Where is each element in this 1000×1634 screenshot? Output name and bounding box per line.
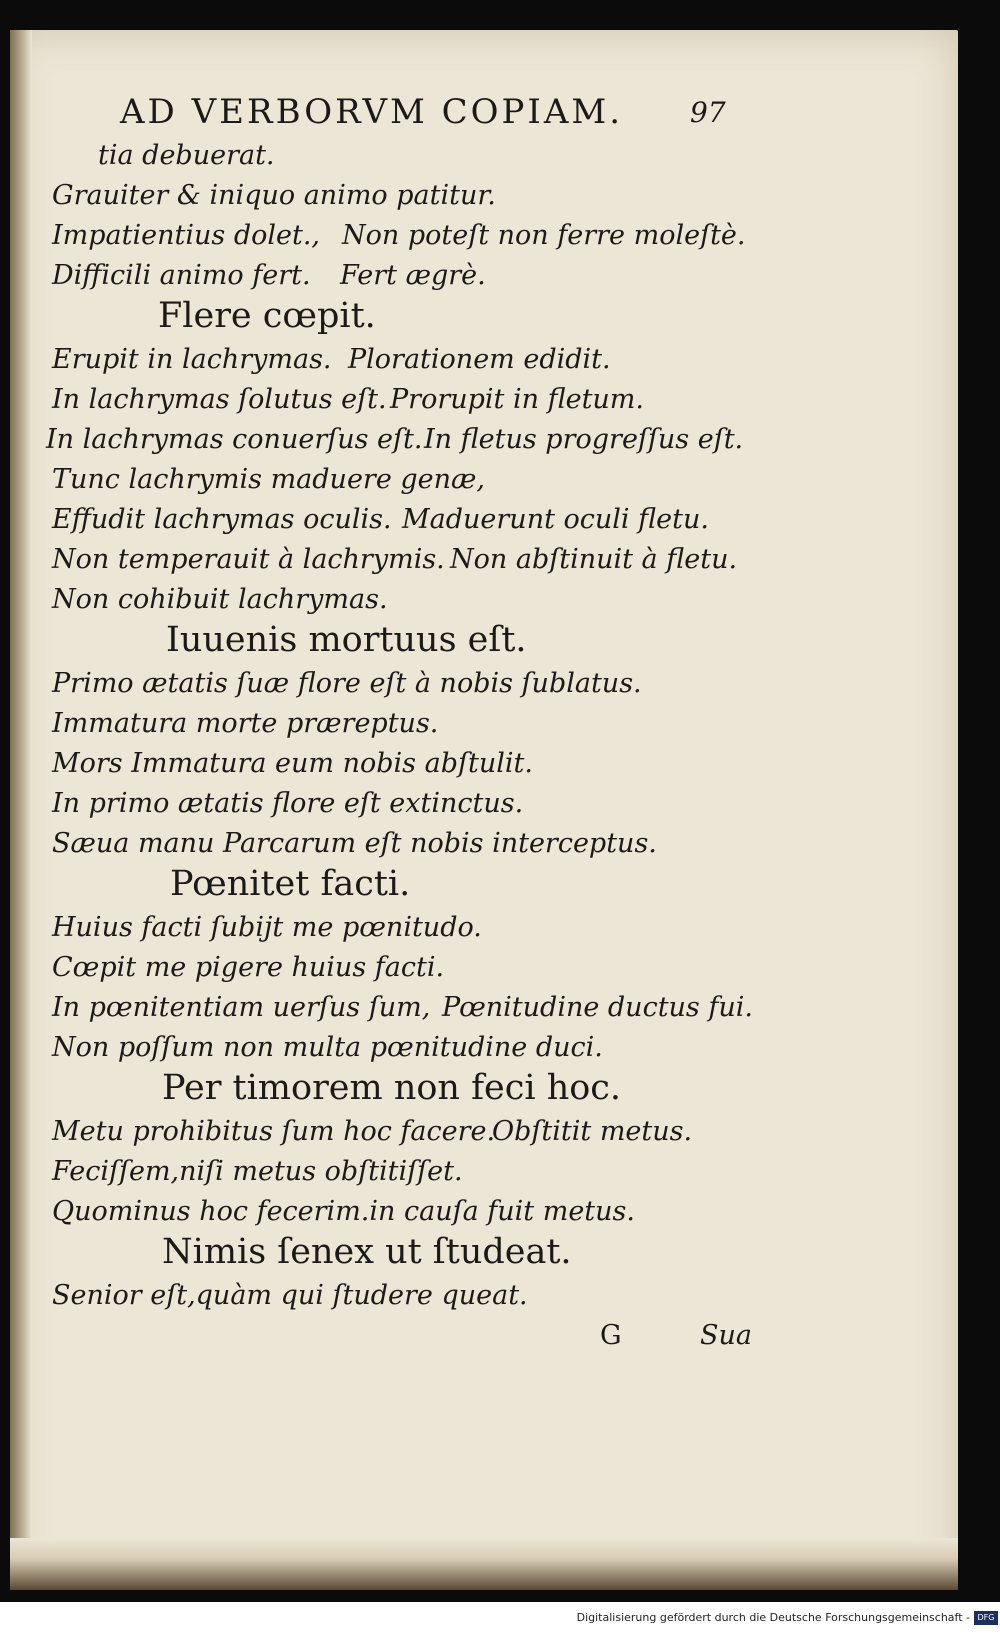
digitization-footer	[0, 1602, 1000, 1634]
text-line: Difficili animo fert.	[52, 260, 311, 291]
text-line: Plorationem edidit.	[348, 344, 611, 375]
section-heading: Flere cœpit.	[158, 296, 376, 336]
text-line: Non poteſt non ferre moleſtè.	[342, 220, 746, 251]
text-line: Fert ægrè.	[340, 260, 486, 291]
text-line: In pœnitentiam uerſus ſum,	[52, 992, 431, 1023]
text-line: tia debuerat.	[98, 140, 275, 171]
catchword: Sua	[700, 1320, 752, 1351]
text-line: Effudit lachrymas oculis.	[52, 504, 392, 535]
text-line: Erupit in lachrymas.	[52, 344, 332, 375]
text-line: Maduerunt oculi fletu.	[402, 504, 709, 535]
text-line: Non cohibuit lachrymas.	[52, 584, 388, 615]
text-line: Pœnitudine ductus fui.	[442, 992, 753, 1023]
text-line: Quominus hoc fecerim.in cauſa fuit metus.	[52, 1196, 635, 1227]
text-line: In lachrymas ſolutus eſt.	[52, 384, 387, 415]
section-heading: Per timorem non feci hoc.	[162, 1068, 622, 1108]
text-line: Sæua manu Parcarum eſt nobis interceptus.	[52, 828, 657, 859]
text-line: Prorupit in fletum.	[390, 384, 644, 415]
text-line: Immatura morte præreptus.	[52, 708, 439, 739]
running-header: AD VERBORVM COPIAM.	[120, 92, 624, 132]
page-bottom-edge	[10, 1538, 958, 1590]
text-line: Non temperauit à lachrymis.	[52, 544, 445, 575]
book-page	[10, 30, 958, 1590]
footer-text: Digitalisierung gefördert durch die Deutsche Forschungsgemeinschaft -	[576, 1611, 970, 1624]
text-line: Senior eſt,quàm qui ſtudere queat.	[52, 1280, 528, 1311]
text-line: Impatientius dolet.,	[52, 220, 320, 251]
section-heading: Iuuenis mortuus eſt.	[166, 620, 527, 660]
text-line: Feciſſem,niſi metus obſtitiſſet.	[52, 1156, 463, 1187]
section-heading: Nimis ſenex ut ſtudeat.	[162, 1232, 572, 1272]
page-number: 97	[690, 96, 726, 129]
text-line: Grauiter & iniquo animo patitur.	[52, 180, 496, 211]
text-line: In primo ætatis flore eſt extinctus.	[52, 788, 524, 819]
text-line: Cœpit me pigere huius facti.	[52, 952, 445, 983]
text-line: Mors Immatura eum nobis abſtulit.	[52, 748, 533, 779]
section-heading: Pœnitet facti.	[170, 864, 411, 904]
text-line: Tunc lachrymis maduere genæ,	[52, 464, 486, 495]
text-line: Huius facti ſubijt me pœnitudo.	[52, 912, 482, 943]
text-line: Metu prohibitus ſum hoc facere.	[52, 1116, 496, 1147]
text-line: In lachrymas conuerſus eſt.	[46, 424, 423, 455]
text-line: In fletus progreſſus eſt.	[424, 424, 744, 455]
text-line: Primo ætatis ſuæ flore eſt à nobis ſublatus.	[52, 668, 642, 699]
text-line: Obſtitit metus.	[492, 1116, 693, 1147]
text-line: Non abſtinuit à fletu.	[450, 544, 738, 575]
text-line: Non poſſum non multa pœnitudine duci.	[52, 1032, 603, 1063]
signature-mark: G	[600, 1320, 622, 1351]
dfg-logo-icon: DFG	[974, 1611, 998, 1625]
page-gutter	[10, 30, 32, 1590]
